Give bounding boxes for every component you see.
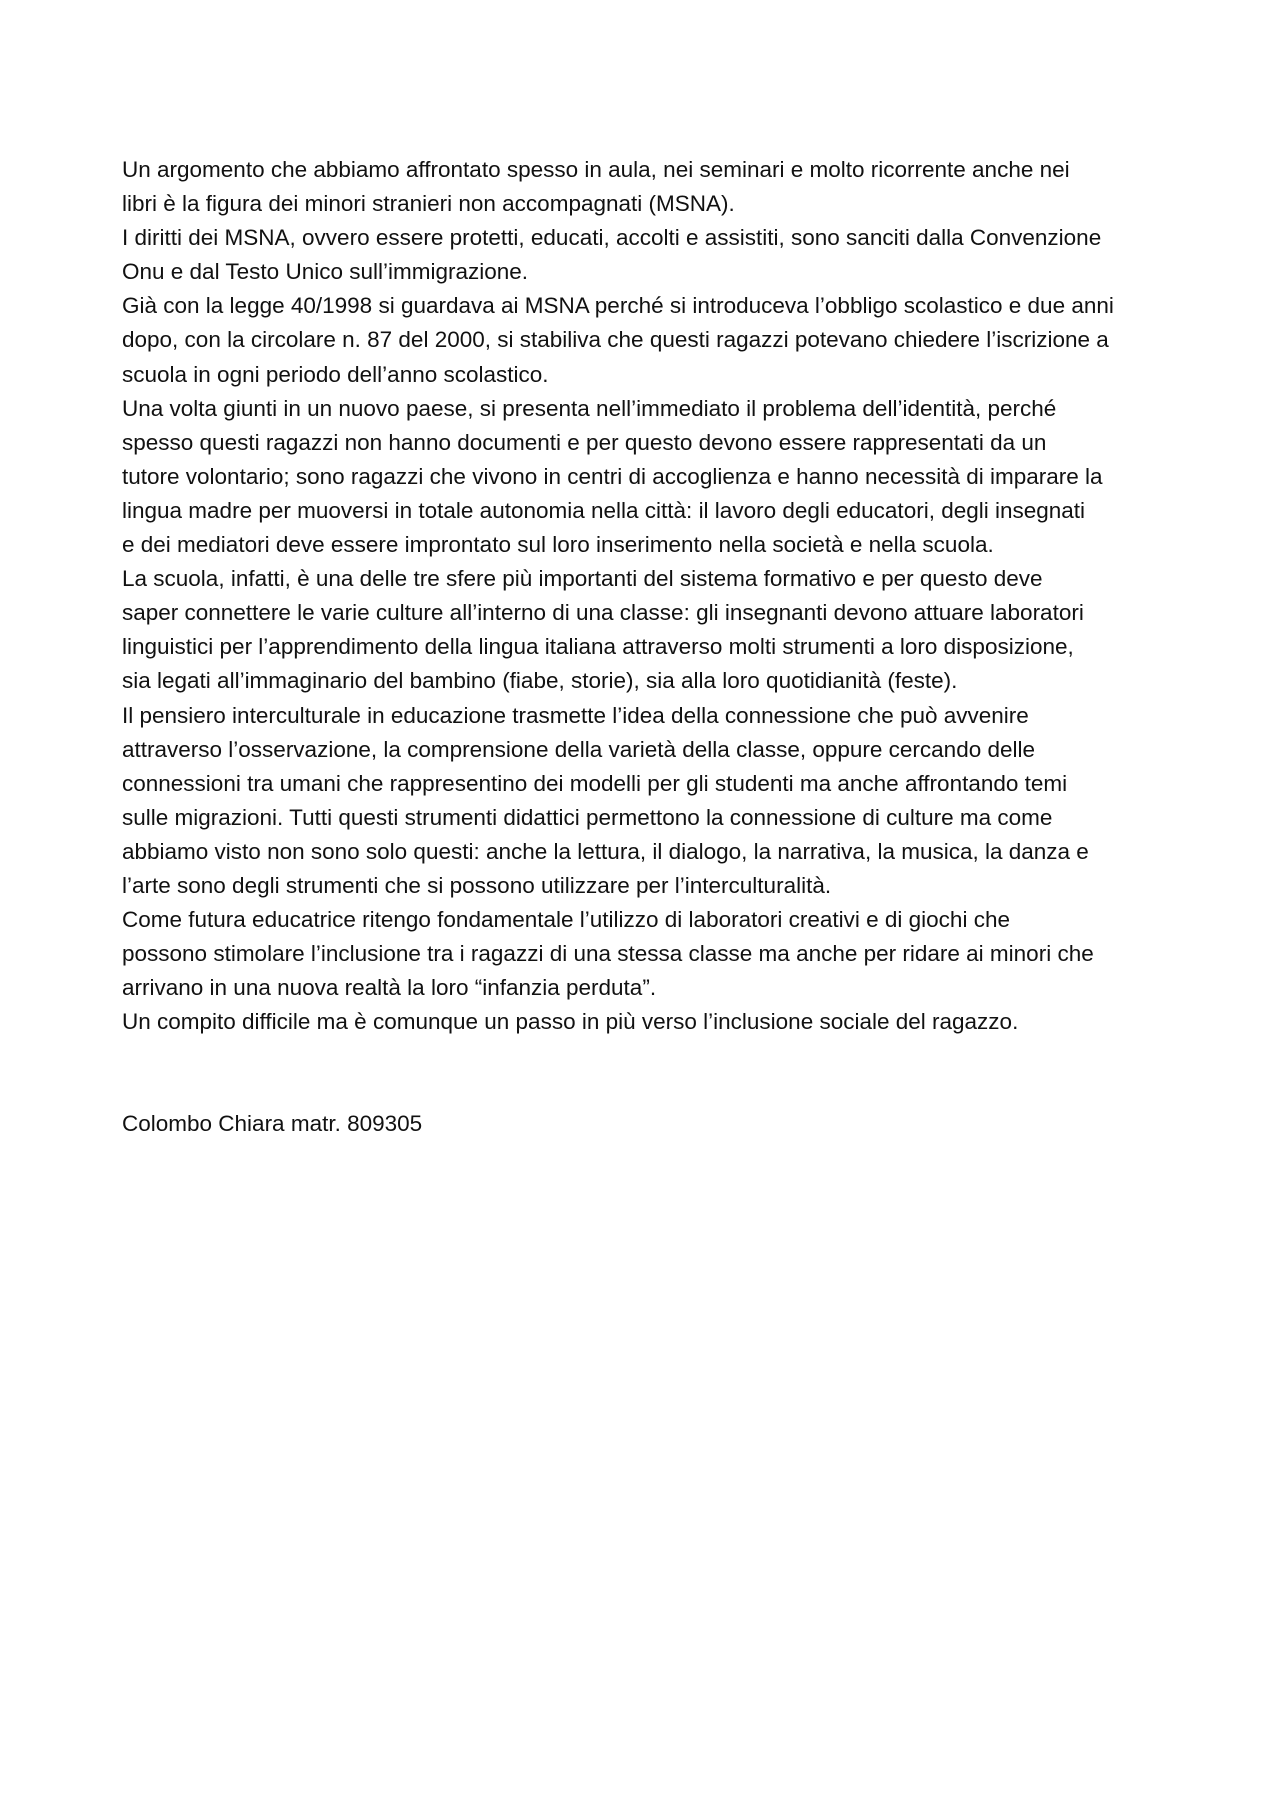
text-line: arrivano in una nuova realtà la loro “infanzia perduta”. — [122, 975, 657, 1001]
text-line: lingua madre per muoversi in totale autonomia nella città: il lavoro degli educatori, degli insegnati — [122, 497, 1086, 523]
text-line: sia legati all’immaginario del bambino (fiabe, storie), sia alla loro quotidianità (feste). — [122, 668, 958, 694]
text-line: Un compito difficile ma è comunque un passo in più verso l’inclusione sociale del ragazzo. — [122, 1009, 1019, 1035]
text-line: scuola in ogni periodo dell’anno scolastico. — [122, 361, 549, 387]
document-body — [122, 153, 1162, 1142]
text-line: La scuola, infatti, è una delle tre sfere più importanti del sistema formativo e per questo deve — [122, 566, 1043, 592]
text-line: Già con la legge 40/1998 si guardava ai MSNA perché si introduceva l’obbligo scolastico e due anni — [122, 293, 1114, 319]
text-line: tutore volontario; sono ragazzi che vivono in centri di accoglienza e hanno necessità di imparare la — [122, 463, 1103, 489]
text-line: spesso questi ragazzi non hanno documenti e per questo devono essere rappresentati da un — [122, 429, 1047, 455]
text-line: dopo, con la circolare n. 87 del 2000, si stabiliva che questi ragazzi potevano chiedere l’iscrizione a — [122, 327, 1109, 353]
text-line: linguistici per l’apprendimento della lingua italiana attraverso molti strumenti a loro disposizione, — [122, 634, 1074, 660]
text-line: saper connettere le varie culture all’interno di una classe: gli insegnanti devono attuare laboratori — [122, 600, 1084, 626]
text-line: Un argomento che abbiamo affrontato spesso in aula, nei seminari e molto ricorrente anche nei — [122, 157, 1070, 182]
text-line: abbiamo visto non sono solo questi: anche la lettura, il dialogo, la narrativa, la musica, la danza e — [122, 838, 1089, 864]
text-line: Onu e dal Testo Unico sull’immigrazione. — [122, 259, 529, 285]
spacer — [122, 1039, 1162, 1107]
text-line: attraverso l’osservazione, la comprensione della varietà della classe, oppure cercando delle — [122, 736, 1036, 762]
text-line: libri è la figura dei minori stranieri non accompagnati (MSNA). — [122, 191, 735, 217]
text-line: Come futura educatrice ritengo fondamentale l’utilizzo di laboratori creativi e di giochi che — [122, 907, 1010, 933]
text-line: connessioni tra umani che rappresentino dei modelli per gli studenti ma anche affrontando temi — [122, 770, 1068, 796]
text-line: Una volta giunti in un nuovo paese, si presenta nell’immediato il problema dell’identità, perché — [122, 395, 1057, 421]
text-line: possono stimolare l’inclusione tra i ragazzi di una stessa classe ma anche per ridare ai minori che — [122, 941, 1094, 967]
text-line: Il pensiero interculturale in educazione trasmette l’idea della connessione che può avvenire — [122, 702, 1029, 728]
text-line: sulle migrazioni. Tutti questi strumenti didattici permettono la connessione di culture ma come — [122, 804, 1053, 830]
text-line: I diritti dei MSNA, ovvero essere protetti, educati, accolti e assistiti, sono sanciti dalla Convenzione — [122, 225, 1102, 251]
text-line: l’arte sono degli strumenti che si possono utilizzare per l’interculturalità. — [122, 872, 832, 898]
text-line: e dei mediatori deve essere improntato sul loro inserimento nella società e nella scuola. — [122, 532, 994, 558]
signature: Colombo Chiara matr. 809305 — [122, 1111, 423, 1137]
